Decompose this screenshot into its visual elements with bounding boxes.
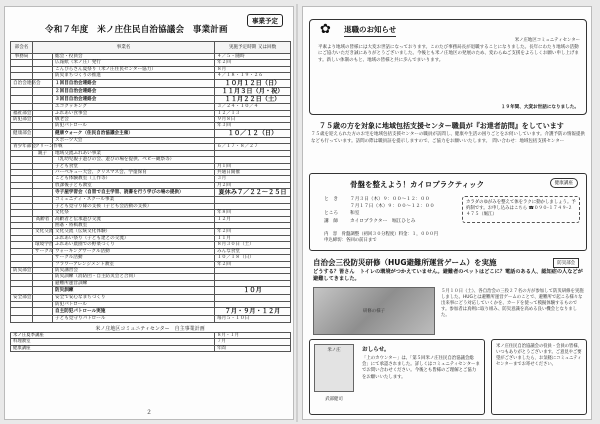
row-dept: 青少年部会 (11, 144, 33, 150)
row-dept: 自治会連絡会 (11, 79, 33, 87)
row-event: バーベキュー大会、クリスマス会、学童保育 (53, 170, 215, 176)
row-event: サークル活動 (53, 255, 215, 261)
row-dept: 防犯部会 (11, 117, 33, 123)
chiro-info (324, 196, 434, 225)
header-date: 実施予定時期 又は回数 (215, 42, 291, 54)
row-date: ６／１７・８／２７ (215, 144, 291, 150)
row-date: ４／１８・１９・２６ (215, 73, 291, 79)
row-event: 健康ウォーク（住民自治協議会主催） (53, 129, 215, 137)
row-dept: 防災部会 (11, 267, 33, 273)
chiro-info-row: と き ７月３日（木）９：００～１２：００ (324, 197, 430, 202)
row-sub: 文化交流 (33, 229, 53, 235)
row-sub: 環境学習 (33, 242, 53, 248)
row-event: 高齢者と伝承遊び交流 (53, 216, 215, 222)
row-event: 安全で安心なまちづくり (53, 295, 215, 301)
center-plan-body (11, 333, 291, 352)
row-event: 防災まちづくりの推進 (53, 73, 215, 79)
chiro-info-row: 講 師 カイロプラクター 堀江ひとみ (324, 218, 416, 224)
chiro-info-row: ところ 和室 (324, 211, 360, 217)
row-event: スポーツ大会 (53, 138, 215, 144)
row-sub: クリーン作戦 (33, 144, 53, 150)
schedule-row (11, 308, 291, 316)
row-date: 毎月５・１０日 (215, 316, 291, 322)
row-event: 広報紙（米ノ庄）発行 (53, 60, 215, 66)
row-event: ふれあい農園での野菜づくり (53, 242, 215, 248)
row-event: 防犯パトロール (53, 123, 215, 129)
row-dept (11, 316, 33, 322)
row-event: ふれあい祭り（子ども達との交流） (53, 235, 215, 241)
row-event: ふれあい食事会 (53, 110, 215, 116)
schedule-row (11, 87, 291, 95)
row-sub (33, 287, 53, 295)
row-sub (33, 189, 53, 197)
row-event: フラワーアレンジメント教室 (53, 261, 215, 267)
flower-icon: ✿ (320, 22, 331, 37)
notice-body: 「上のカウンター」は、「第５回米ノ庄住民自治協議会総会」にて承認されました。詳しくはコミュニティセンターまでお問い合わせください。今後とも皆様のご理解とご協力をお願いいたします。 (362, 356, 480, 380)
row-date: ３／２４・１０／４ (215, 104, 291, 110)
row-sub (33, 87, 53, 95)
retirement-notice (309, 19, 587, 115)
row-dept (11, 308, 33, 316)
row-sub: 高齢者 (33, 216, 53, 222)
notice-box (309, 339, 485, 415)
hug-lead: どうする？皆さん トイレの環境がつかえていません。避難者のペットはどこに？電話のある人、認知症の人などが避難してきました。 (313, 269, 583, 282)
row-dept: 安全部会 (11, 295, 33, 301)
row-event: こども体験教室（工作等） (53, 176, 215, 182)
row-event: １回目自治会連絡会 (53, 79, 215, 87)
center-plan-event: 料理教室 (11, 339, 215, 345)
schedule-row (11, 189, 291, 197)
row-event: 寺子屋学習会（自習で自主学習、読書を行う学びの場の提供） (53, 189, 215, 197)
row-event: （乳幼児親子遊びの会、遊びの場を提供、ベビー観察等） (53, 157, 215, 163)
retirement-sign: １９年間、大変お世話になりました。 (500, 105, 579, 110)
hug-photo-caption: 研修の様子 (363, 309, 385, 314)
row-event: 防災講習会 (53, 267, 215, 273)
row-event: エコクッキング (53, 104, 215, 110)
row-date: １１月３日（月・祝） (215, 87, 291, 95)
row-dept: 事務局 (11, 54, 33, 60)
chiro-info-row: ７月１７日（木）９：００～１２：００ (350, 204, 435, 210)
hug-badge: 防災部会 (553, 258, 579, 268)
schedule-table (10, 41, 291, 323)
row-date: 夏休み７／２２～２５日 (215, 189, 291, 197)
row-date: ９月８日 (215, 117, 291, 123)
portrait-photo: 米ノ庄 (314, 344, 354, 392)
row-date: ３月 (215, 176, 291, 182)
schedule-row (11, 79, 291, 87)
center-plan-event: 米ノ庄夏季講座 (11, 333, 215, 339)
row-event: 子ども見守り隊の支援（子ども会活動の支援） (53, 203, 215, 209)
row-date: ４／５・随時 (215, 54, 291, 60)
center-plan-date: 年間 (215, 345, 291, 351)
schedule-row (11, 287, 291, 295)
row-event: 文化祭 (53, 210, 215, 216)
chiro-title: 骨盤を整えよう！カイロプラクティック (350, 180, 485, 189)
row-event: 防災訓練 (53, 287, 215, 295)
row-event: ウォーキングサークル活動 (53, 248, 215, 254)
schedule-row (11, 96, 291, 104)
row-date: 年８回 (215, 210, 291, 216)
retirement-org: 米ノ庄地区コミュニティセンター (514, 38, 580, 43)
portrait-name: 武部健司 (325, 397, 343, 402)
center-plan-date: ８月・１月 (215, 333, 291, 339)
row-dept: 福祉部会 (11, 110, 33, 116)
row-dept: 健康部会 (11, 129, 33, 137)
row-event: 文化交流（伝統文化体験） (53, 229, 215, 235)
retirement-title: 退職のお知らせ (344, 24, 396, 37)
center-plan-title: 米ノ庄地区コミュニティセンター 自主事業計画 (95, 326, 205, 332)
row-date: ８月 (215, 66, 291, 72)
row-date: １１月２２日（土） (215, 96, 291, 104)
row-event: 自主防犯パトロール実施 (53, 308, 215, 316)
row-date: 月２回 (215, 182, 291, 188)
row-event: ３回目自治会連絡会 (53, 96, 215, 104)
row-sub (33, 96, 53, 104)
row-date: １２月 (215, 216, 291, 222)
row-dept (11, 87, 33, 95)
row-event: 総会・役員会 (53, 54, 215, 60)
row-sub (33, 129, 53, 137)
row-event: 地域交流ふれあい事業 (53, 150, 215, 156)
chiro-footer: 内 容 骨盤調整（初回３０分程度）料金：１，０００円 申込締切：各回の前日まで (324, 232, 439, 244)
row-date: ８月３０日（土） (215, 242, 291, 248)
row-sub (33, 316, 53, 322)
row-event: 防災訓練（消防団・自主防災会と合同） (53, 274, 215, 280)
row-event: 子ども見守りパトロール (53, 316, 215, 322)
row-dept (11, 189, 33, 197)
hug-photo (313, 287, 435, 335)
row-sub: 親子 (33, 150, 53, 156)
center-plan-table (10, 332, 291, 352)
left-page-header (5, 7, 293, 39)
row-date: １０／１８（日） (215, 255, 291, 261)
chiro-box (309, 173, 587, 251)
row-event: 避難所運営訓練 (53, 280, 215, 286)
right-page (302, 6, 592, 420)
center-plan-row (11, 345, 291, 351)
row-event: 敬老会 (53, 117, 215, 123)
header-event: 事業名 (33, 42, 215, 54)
row-date: 年２回 (215, 60, 291, 66)
center-plan-event: 健康講座 (11, 345, 215, 351)
row-dept (11, 96, 33, 104)
page-number: ２ (145, 409, 152, 416)
row-date: １１月 (215, 235, 291, 241)
members-box: 米ノ庄住民自治協議会の役員・会員の皆様、いつもありがとうございます。ご意見やご要望がございましたら、お気軽にコミュニティセンターまでお寄せください。 (491, 339, 587, 415)
row-date: １０月１２日（日） (215, 79, 291, 87)
visit-body: ７５歳を迎えられた方のお宅を地域包括支援センターの職員が訪問し、健康や生活の困りごとをお伺いしています。介護予防の情報提供なども行っています。訪問の際は職員証を提示しますので、ご協力をお願いいたします。 問い合わせ：地域包括支援センター (311, 132, 585, 144)
schedule-stamp: 事業予定 (247, 14, 283, 27)
row-event: 防犯パトロール (53, 301, 215, 307)
row-event: ２回目自治会連絡会 (53, 87, 215, 95)
schedule-title: 令和７年度 米ノ庄住民自治協議会 事業計画 (45, 25, 228, 35)
row-date: 年２回 (215, 229, 291, 235)
row-date: 共通日開催 (215, 170, 291, 176)
retirement-body: 平素より地域の皆様には大変お世話になっております。このたび事務局長が退職することになりました。長年にわたり地域の活動にご協力いただき誠にありがとうございました。今後とも米ノ庄地区の発展のため、変わらぬご支援をよろしくお願い申し上げます。新しい体制のもと、地域の皆様と共に歩んでまいります。 (318, 45, 579, 63)
left-page (4, 6, 294, 420)
row-event: 囲碁・将棋教室 (53, 223, 215, 229)
row-event: こんぴらさん夏祭り（米ノ庄住民センター協力） (53, 66, 215, 72)
chiro-side-note: カラダのゆがみを整えて体をラクに動かしましょう。予約制です。お申し込みはこちら ☎０９０-１７４９-２４７５（堀江） (462, 196, 580, 223)
row-date: 年２回 (215, 261, 291, 267)
row-event: 放課後子ども教室 (53, 182, 215, 188)
notice-title: おしらせ。 (362, 347, 390, 353)
row-date: １０／１２（日） (215, 129, 291, 137)
schedule-row (11, 316, 291, 322)
chiro-badge: 健康講座 (550, 178, 578, 188)
hug-title: 自治会三役防災研修（HUG避難所運営ゲーム）を実施 (313, 258, 497, 267)
row-event: コミュニティ・スクール事業 (53, 197, 215, 203)
row-sub: サークル (33, 248, 53, 254)
row-date: みんな食堂 (215, 248, 291, 254)
schedule-row (11, 129, 291, 137)
row-date: 年３回 (215, 123, 291, 129)
schedule-body (11, 54, 291, 323)
page-fold (296, 4, 298, 422)
row-sub (33, 308, 53, 316)
row-dept (11, 287, 33, 295)
row-date: １０月 (215, 287, 291, 295)
header-dept: 部会名 (11, 42, 33, 54)
visit-title: ７５歳の方を対象に地域包括支援センター職員が『お達者訪問』をしています (319, 122, 564, 130)
row-event: 子ども食堂 (53, 163, 215, 169)
hug-body: ５月１０日（土）、各自治会の三役２７名の方が参加して防災研修を実施しました。HUGとは避難所運営ゲームのことで、避難所で起こる様々な出来事にどう対応していくかを、カードを使って模擬体験するものです。参加者は真剣に取り組み、防災意識を高める良い機会となりました。 (441, 289, 584, 319)
row-date: 月１回 (215, 163, 291, 169)
center-plan-date: ７月 (215, 339, 291, 345)
row-date: １２／１３ (215, 110, 291, 116)
row-date: ７月・９月・１２月 (215, 308, 291, 316)
